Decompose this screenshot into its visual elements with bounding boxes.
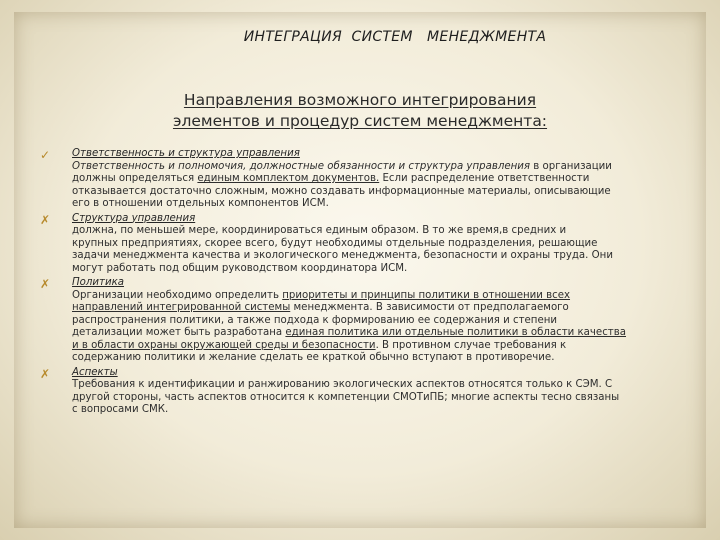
text-segment: единым комплектом документов. xyxy=(197,173,380,184)
text-line: отказывается достаточно сложным, можно создавать информационные материалы, описывающие xyxy=(72,185,611,197)
bullet-item xyxy=(40,148,690,211)
text-segment: в организации xyxy=(530,160,612,172)
text-segment: Если распределение ответственности xyxy=(379,173,590,184)
bullet-item xyxy=(40,277,690,365)
text-line xyxy=(72,340,690,353)
bullet-item xyxy=(40,213,690,276)
text-segment: и в области охраны окружающей среды и безопасности xyxy=(72,339,376,351)
subtitle-line: элементов и процедур систем менеджмента: xyxy=(172,112,548,130)
text-segment: единая политика или отдельные политики в области качества xyxy=(285,327,626,338)
text-segment: детализации может быть разработана xyxy=(72,327,286,338)
text-line xyxy=(72,302,690,315)
subtitle-line: Направления возможного интегрирования xyxy=(183,91,537,109)
text-line: могут работать под общим руководством координатора ИСМ. xyxy=(72,262,408,274)
text-line: задачи менеджмента качества и экологического менеджмента, безопасности и охраны труда. Они xyxy=(72,250,613,261)
text-segment: . В противном случае требования к xyxy=(375,339,567,351)
text-line xyxy=(72,173,690,186)
bullet-heading: Аспекты xyxy=(72,366,118,378)
bullet-item xyxy=(40,367,690,417)
text-line: с вопросами СМК. xyxy=(72,404,169,415)
x-icon: ✗ xyxy=(40,277,51,291)
text-segment: Ответственность и полномочия, должностные обязанности и структура управления xyxy=(72,160,531,172)
text-segment: направлений интегрированной системы xyxy=(72,302,291,313)
text-segment: менеджмента. В зависимости от предполагаемого xyxy=(290,302,569,313)
text-line xyxy=(72,161,690,174)
x-icon: ✗ xyxy=(40,366,51,381)
text-segment: должны определяться xyxy=(72,173,198,184)
text-line xyxy=(72,290,690,303)
text-line xyxy=(72,327,690,340)
x-icon: ✗ xyxy=(40,212,51,227)
text-line: крупных предприятиях, скорее всего, будут необходимы отдельные подразделения, решающие xyxy=(72,237,598,249)
text-line: его в отношении отдельных компонентов ИСМ. xyxy=(72,198,329,209)
bullet-list xyxy=(40,148,690,417)
slide-title: ИНТЕГРАЦИЯ СИСТЕМ МЕНЕДЖМЕНТА xyxy=(243,29,547,45)
bullet-heading: Ответственность и структура управления xyxy=(72,148,300,159)
slide-subtitle xyxy=(150,90,570,132)
bullet-heading: Структура управления xyxy=(72,212,196,224)
check-icon: ✓ xyxy=(40,148,51,162)
text-segment: Организации необходимо определить xyxy=(72,289,283,301)
text-line: распространения политики, а также подхода к формированию ее содержания и степени xyxy=(72,314,558,326)
bullet-heading: Политика xyxy=(72,277,124,288)
text-segment: приоритеты и принципы политики в отношении всех xyxy=(282,289,571,301)
text-line: другой стороны, часть аспектов относится к компетенции СМОТиПБ; многие аспекты тесно связаны xyxy=(72,391,620,403)
text-line: должна, по меньшей мере, координироваться единым образом. В то же время,в средних и xyxy=(72,225,567,236)
text-line: содержанию политики и желание сделать ее краткой обычно вступают в противоречие. xyxy=(72,352,555,363)
text-line: Требования к идентификации и ранжированию экологических аспектов относятся только к СЭМ. С xyxy=(72,379,613,390)
